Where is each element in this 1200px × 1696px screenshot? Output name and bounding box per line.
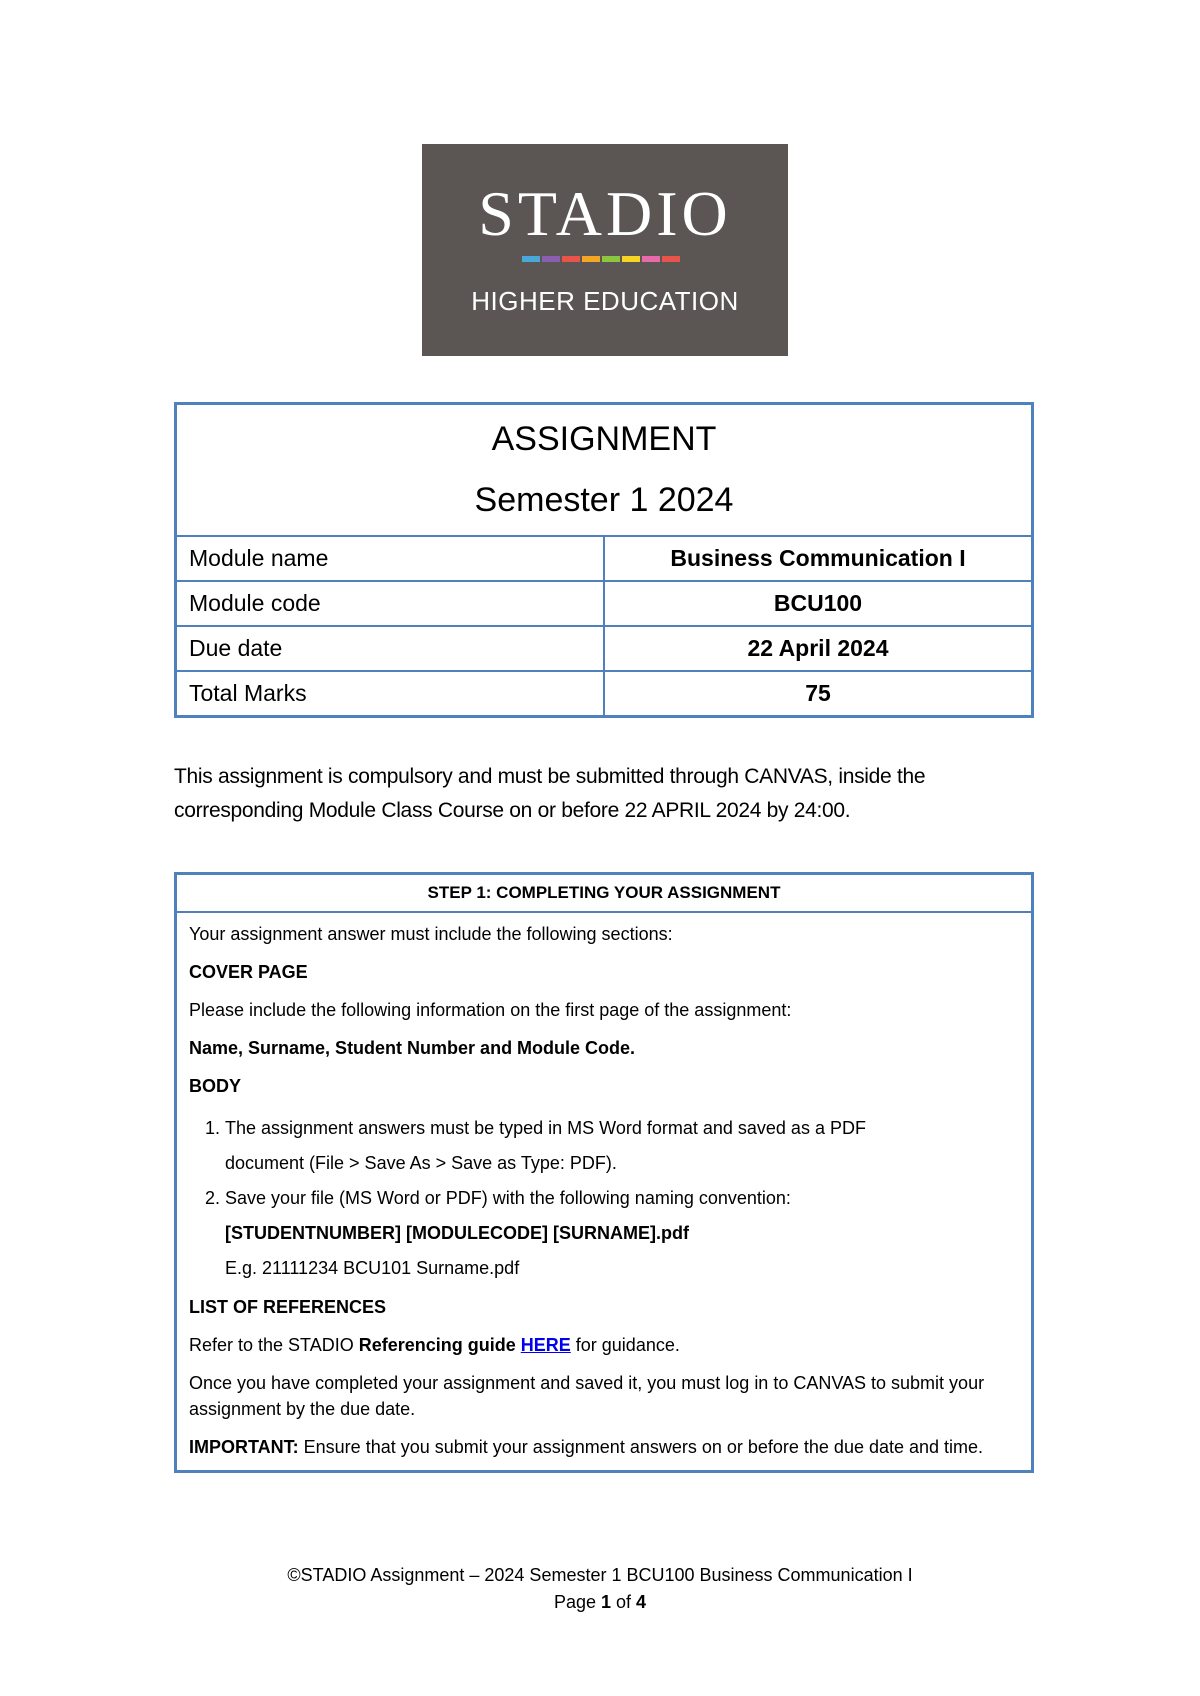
step-1-table (174, 872, 1034, 1473)
references-heading: LIST OF REFERENCES (189, 1297, 387, 1317)
list-item (225, 1111, 1021, 1181)
total-marks-label: Total Marks (176, 671, 605, 717)
logo-wordmark: STADIO (478, 178, 732, 249)
assignment-info-table (174, 402, 1034, 718)
cover-page-fields: Name, Surname, Student Number and Module Code. (189, 1038, 636, 1058)
footer-copyright: ©STADIO Assignment – 2024 Semester 1 BCU100 Business Communication I (287, 1565, 913, 1585)
table-row (176, 671, 1033, 717)
naming-convention: [STUDENTNUMBER] [MODULECODE] [SURNAME].pdf (225, 1223, 689, 1243)
page-current: 1 (601, 1592, 612, 1612)
module-code-label: Module code (176, 581, 605, 626)
due-date-label: Due date (176, 626, 605, 671)
stripe-segment (622, 256, 640, 262)
body-item-text: document (File > Save As > Save as Type: PDF). (225, 1153, 617, 1173)
list-item (225, 1181, 1021, 1286)
logo-subtitle: HIGHER EDUCATION (471, 286, 739, 316)
cover-page-heading: COVER PAGE (189, 962, 308, 982)
submit-instructions: Once you have completed your assignment and saved it, you must log in to CANVAS to submit your assignment by the due date. (189, 1373, 985, 1419)
references-prefix: Refer to the STADIO (189, 1335, 359, 1355)
stadio-logo (422, 144, 788, 356)
total-marks-value: 75 (604, 671, 1033, 717)
step-1-title: STEP 1: COMPLETING YOUR ASSIGNMENT (176, 874, 1033, 913)
referencing-guide-link[interactable]: HERE (520, 1335, 571, 1355)
table-row (176, 626, 1033, 671)
body-item-text: 2. Save your file (MS Word or PDF) with the following naming convention: (225, 1188, 791, 1208)
stripe-segment (582, 256, 600, 262)
module-name-value: Business Communication I (604, 536, 1033, 581)
references-text (189, 1332, 1021, 1358)
important-text: Ensure that you submit your assignment answers on or before the due date and time. (298, 1437, 984, 1457)
stripe-segment (522, 256, 540, 262)
submission-notice (174, 760, 1034, 828)
semester-label: Semester 1 2024 (474, 481, 734, 519)
assignment-header (176, 404, 1033, 537)
cover-page-text: Please include the following information on the first page of the assignment: (189, 1000, 792, 1020)
module-code-value: BCU100 (604, 581, 1033, 626)
page-of: of (611, 1592, 637, 1612)
due-date-value: 22 April 2024 (604, 626, 1033, 671)
stripe-segment (562, 256, 580, 262)
stripe-segment (602, 256, 620, 262)
stripe-segment (662, 256, 680, 262)
naming-example: E.g. 21111234 BCU101 Surname.pdf (225, 1258, 520, 1278)
page-footer (0, 1562, 1200, 1616)
page-prefix: Page (553, 1592, 601, 1612)
referencing-guide-label: Referencing guide (358, 1335, 521, 1355)
module-name-label: Module name (176, 536, 605, 581)
step-1-content (176, 912, 1033, 1472)
important-label: IMPORTANT: (189, 1437, 299, 1457)
table-row (176, 581, 1033, 626)
page-total: 4 (636, 1592, 647, 1612)
body-item-text: 1. The assignment answers must be typed in MS Word format and saved as a PDF (225, 1118, 866, 1138)
body-list (189, 1111, 1021, 1286)
page-number (0, 1589, 1200, 1616)
important-notice (189, 1434, 1021, 1460)
step-intro: Your assignment answer must include the following sections: (189, 924, 673, 944)
stripe-segment (542, 256, 560, 262)
body-heading: BODY (189, 1076, 242, 1096)
stripe-segment (642, 256, 660, 262)
table-row (176, 536, 1033, 581)
logo-color-stripe (522, 256, 682, 262)
submission-notice-line: corresponding Module Class Course on or before 22 APRIL 2024 by 24:00. (174, 799, 851, 822)
submission-notice-line: This assignment is compulsory and must be submitted through CANVAS, inside the (174, 765, 926, 788)
assignment-title: ASSIGNMENT (491, 419, 717, 458)
references-suffix: for guidance. (570, 1335, 680, 1355)
